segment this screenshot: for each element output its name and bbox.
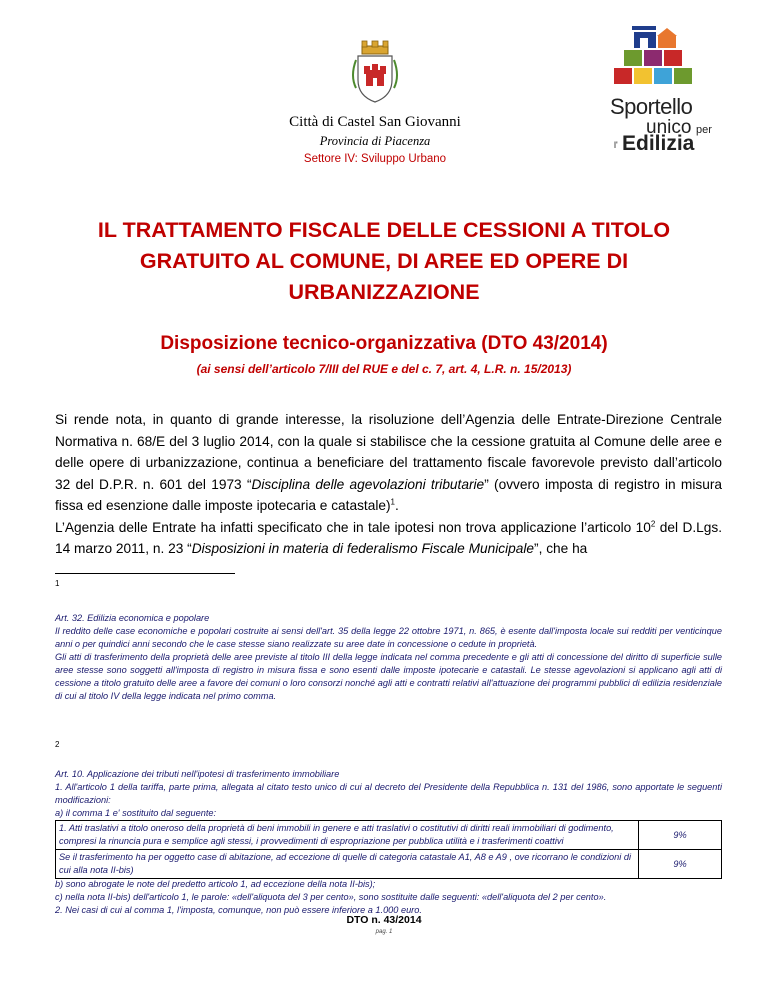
logo-word-edilizia: Edilizia [622, 132, 695, 155]
footnote-1-heading: Art. 32. Edilizia economica e popolare [55, 613, 210, 623]
page-footer-label: DTO n. 43/2014 [346, 914, 422, 926]
city-crest-icon [350, 40, 400, 104]
table-cell-text: Se il trasferimento ha per oggetto case di abitazione, ad eccezione di quelle di categoria catastale A1, A8 e A9 , ove ricorrano le condizioni di cui alla nota II-bis) [56, 850, 639, 879]
logo-word-l: l' [614, 140, 618, 150]
footnote-ref-1[interactable]: 1 [390, 497, 395, 507]
sector-name: Settore IV: Sviluppo Urbano [303, 153, 447, 165]
footnote-2-heading: Art. 10. Applicazione dei tributi nell'ipotesi di trasferimento immobiliare [55, 769, 340, 779]
city-name: Città di Castel San Giovanni [289, 114, 461, 130]
document-subtitle: Disposizione tecnico-organizzativa (DTO 43/2014) [160, 333, 608, 354]
footnote-ref-2[interactable]: 2 [650, 518, 656, 528]
sportello-unico-logo [610, 26, 720, 156]
body-text [55, 409, 722, 560]
logo-word-sportello: Sportello [610, 94, 693, 119]
footnote-2-para-5: 2. Nei casi di cui al comma 1, l'imposta, comunque, non può essere inferiore a 1.000 euro. [55, 905, 422, 915]
footnote-1 [55, 612, 722, 703]
title-line-3: URBANIZZAZIONE [288, 280, 480, 304]
footnote-number-1: 1 [55, 579, 60, 588]
footnote-separator [55, 573, 235, 574]
houses-logo-icon [610, 26, 720, 96]
table-cell-rate: 9% [639, 850, 722, 879]
tax-rate-table [55, 820, 722, 879]
table-row [56, 850, 722, 879]
municipality-header [250, 40, 500, 165]
footnote-2-para-1: 1. All'articolo 1 della tariffa, parte prima, allegata al citato testo unico di cui al decreto del Presidente della Repubblica n. 131 del 1986, sono apportate le seguenti modificazioni: [55, 782, 722, 805]
page-number: pag. 1 [375, 929, 393, 935]
table-row [56, 821, 722, 850]
table-cell-rate: 9% [639, 821, 722, 850]
body-paragraph-2: L’Agenzia delle Entrate ha infatti specificato che in tale ipotesi non trova applicazione l’articolo $10^2$ del D.Lgs. 14 marzo 2011, n. 23 “Disposizioni in materia di federalismo Fiscale Municipale”, che ha [55, 518, 723, 556]
footnote-2-para-4: c) nella nota II-bis) dell'articolo 1, le parole: «dell'aliquota del 3 per cento», sono sostituite dalle seguenti: «dell'aliquota del 2 per cento». [55, 892, 607, 902]
footnote-2-para-3: b) sono abrogate le note del predetto articolo 1, ad eccezione della nota II-bis); [55, 879, 376, 889]
footnote-2-para-2: a) il comma 1 e' sostituito dal seguente: [55, 808, 217, 818]
logo-word-unico: unico [646, 117, 692, 138]
title-line-1: IL TRATTAMENTO FISCALE DELLE CESSIONI A TITOLO [97, 218, 671, 242]
table-cell-text: 1. Atti traslativi a titolo oneroso della proprietà di beni immobili in genere e atti traslativi o costitutivi di diritti reali immobiliari di godimento, compresi la rinuncia pura e semplice agli stessi, i provvedimenti di espropriazione per pubblica utilità e i trasferimenti coattivi [56, 821, 639, 850]
footnote-number-2: 2 [55, 740, 60, 749]
document-title [70, 215, 698, 308]
logo-word-per: per [696, 124, 712, 136]
footnote-1-para-2: Gli atti di trasferimento della proprietà delle aree previste al titolo III della legge indicata nel comma precedente e gli atti di concessione del diritto di superficie sulle aree stesse sono soggetti all'imposta di registro in misura fissa e sono esenti dalle imposte ipotecarie e catastali. Le stesse agevolazioni si applicano agli atti di cessione a titolo gratuito delle aree a favore dei comuni o loro consorzi nonché agli atti e contratti relativi all'attuazione dei programmi pubblici di edilizia residenziale di cui al titolo IV della legge indicata nel primo comma. [55, 652, 722, 701]
subtitle-note: (ai sensi dell’articolo 7/III del RUE e del c. 7, art. 4, L.R. n. 15/2013) [196, 362, 572, 376]
footnote-2 [55, 768, 722, 820]
title-line-2: GRATUITO AL COMUNE, DI AREE ED OPERE DI [139, 249, 629, 273]
footnote-1-para-1: Il reddito delle case economiche e popolari costruite ai sensi dell'art. 35 della legge 22 ottobre 1971, n. 865, è esente dall'imposta locale sui redditi per venticinque anni o per quindici anni secondo che le case stesse siano realizzate su aree date in concessione o cedute in proprietà. [55, 626, 722, 649]
footnote-2-continued [55, 878, 722, 917]
body-paragraph-1: Si rende nota, in quanto di grande interesse, la risoluzione dell’Agenzia delle Entrate-Direzione Centrale Normativa n. 68/E del 3 luglio 2014, con la quale si stabilisce che la cessione gratuita al Comune delle aree e delle opere di urbanizzazione, continua a beneficiare del trattamento fiscale favorevole previsto dall’articolo 32 del D.P.R. n. 601 del 1973 “Disciplina delle agevolazioni tributarie” (ovvero imposta di registro in misura fissa ed esenzione dalle imposte ipotecaria e catastale)$^1$. [55, 412, 722, 513]
province-name: Provincia di Piacenza [319, 134, 431, 148]
